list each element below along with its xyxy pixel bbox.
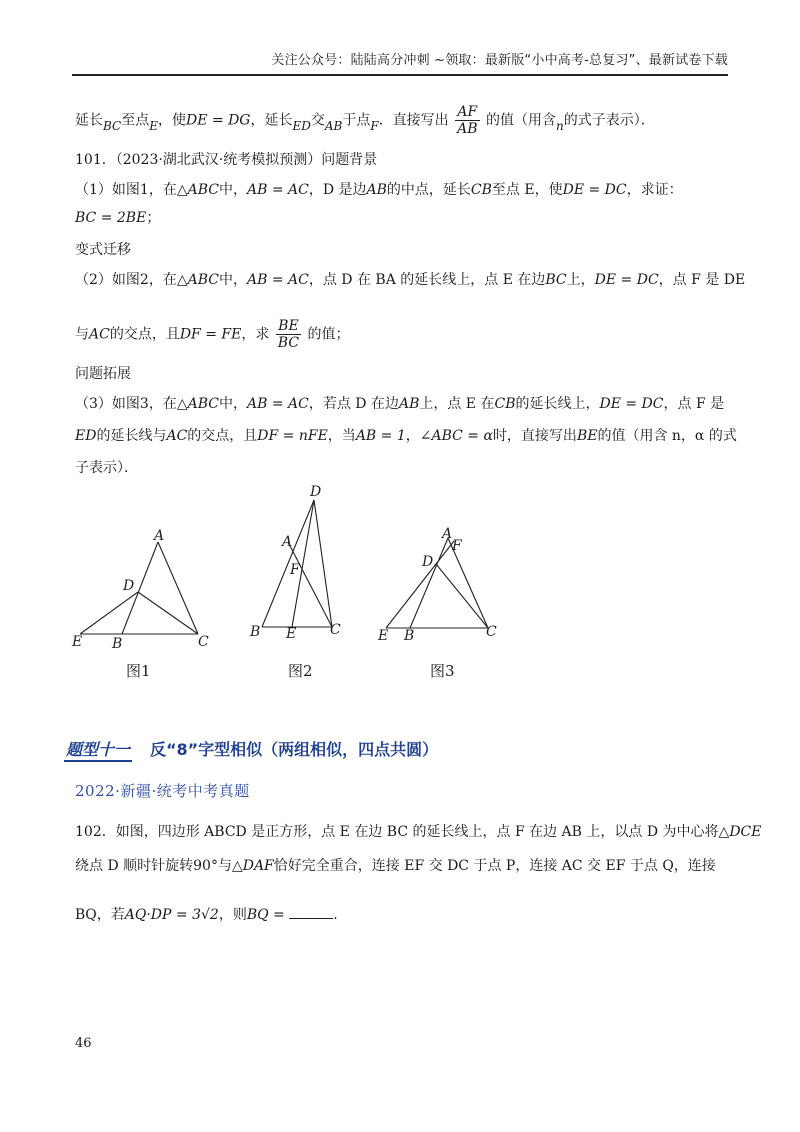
figure-3 (386, 538, 488, 628)
answer-blank[interactable] (289, 904, 333, 919)
intro-fraction: $\frac{AF}{AB}$ (457, 104, 478, 137)
fig3-point-f: F (452, 538, 462, 554)
fig1-point-c: C (198, 634, 209, 650)
section-title: 反“8”字型相似（两组相似，四点共圆） (150, 740, 439, 759)
fig3-point-c: C (486, 624, 497, 640)
fig2-point-d: D (310, 484, 322, 500)
problem-101-part2-line2: 与AC的交点，且DF = FE，求 $\frac{BE}{BC}$ 的值； (75, 318, 350, 351)
fig2-point-e: E (286, 626, 297, 642)
fig1-point-b: B (112, 636, 123, 652)
problem-101-head: 101．（2023·湖北武汉·统考模拟预测）问题背景 (75, 152, 378, 168)
figure-2-caption: 图2 (288, 662, 313, 680)
problem-102-line2: 绕点 D 顺时针旋转90°与△DAF恰好完全重合，连接 EF 交 DC 于点 P，连接 AC 交 EF 于点 Q，连接 (75, 858, 716, 874)
figures-diagram (60, 478, 520, 688)
fig3-point-d: D (422, 554, 434, 570)
problem-101-part1: （1）如图1，在△ABC中，AB = AC，D 是边AB的中点，延长CB至点 E，使DE = DC，求证： (75, 182, 683, 198)
section-tag: 题型十一 (64, 737, 132, 762)
problem-102-line1: 102．如图，四边形 ABCD 是正方形，点 E 在边 BC 的延长线上，点 F 在边 AB 上，以点 D 为中心将△DCE (75, 824, 762, 840)
fig3-point-a: A (442, 526, 453, 542)
problem-101-part1-line2: BC = 2BE； (75, 210, 161, 226)
intro-line: 延长BC至点E，使DE = DG，延长ED交AB于点F．直接写出 $\frac{AF}{AB}$ 的值（用含n的式子表示）． (75, 104, 655, 137)
fig3-point-e: E (378, 628, 389, 644)
figure-1-caption: 图1 (126, 662, 151, 680)
part2-fraction: $\frac{BE}{BC}$ (277, 318, 300, 351)
extension-title: 问题拓展 (75, 366, 131, 382)
problem-101-part3-line2: ED的延长线与AC的交点，且DF = nFE，当AB = 1，∠ABC = α时，直接写出BE的值（用含 n，α 的式 (75, 428, 737, 444)
figure-1 (80, 542, 198, 634)
fig1-point-d: D (123, 578, 135, 594)
fig3-point-b: B (404, 628, 415, 644)
fig2-point-a: A (282, 534, 293, 550)
fig1-point-e: E (72, 634, 83, 650)
fig2-point-b: B (250, 624, 261, 640)
section-heading (64, 737, 438, 762)
problem-101-part3: （3）如图3，在△ABC中，AB = AC，若点 D 在边AB上，点 E 在CB的延长线上，DE = DC，点 F 是 (75, 396, 725, 412)
problem-101-part3-line3: 子表示）． (75, 460, 138, 476)
fig2-point-f: F (290, 562, 300, 578)
fig2-point-c: C (330, 622, 341, 638)
page-number: 46 (75, 1036, 92, 1051)
transfer-title: 变式迁移 (75, 242, 131, 258)
source-line: 2022·新疆·统考中考真题 (75, 782, 250, 800)
problem-102-line3: BQ，若AQ·DP = 3√2，则BQ = . (75, 904, 338, 925)
page-header (72, 44, 728, 76)
problem-101-part2: （2）如图2，在△ABC中，AB = AC，点 D 在 BA 的延长线上，点 E 在边BC上，DE = DC，点 F 是 DE (75, 272, 746, 288)
header-text: 关注公众号：陆陆高分冲刺 ~领取：最新版“小中高考-总复习”、最新试卷下载 (271, 53, 728, 68)
fig1-point-a: A (154, 528, 165, 544)
figure-3-caption: 图3 (430, 662, 455, 680)
